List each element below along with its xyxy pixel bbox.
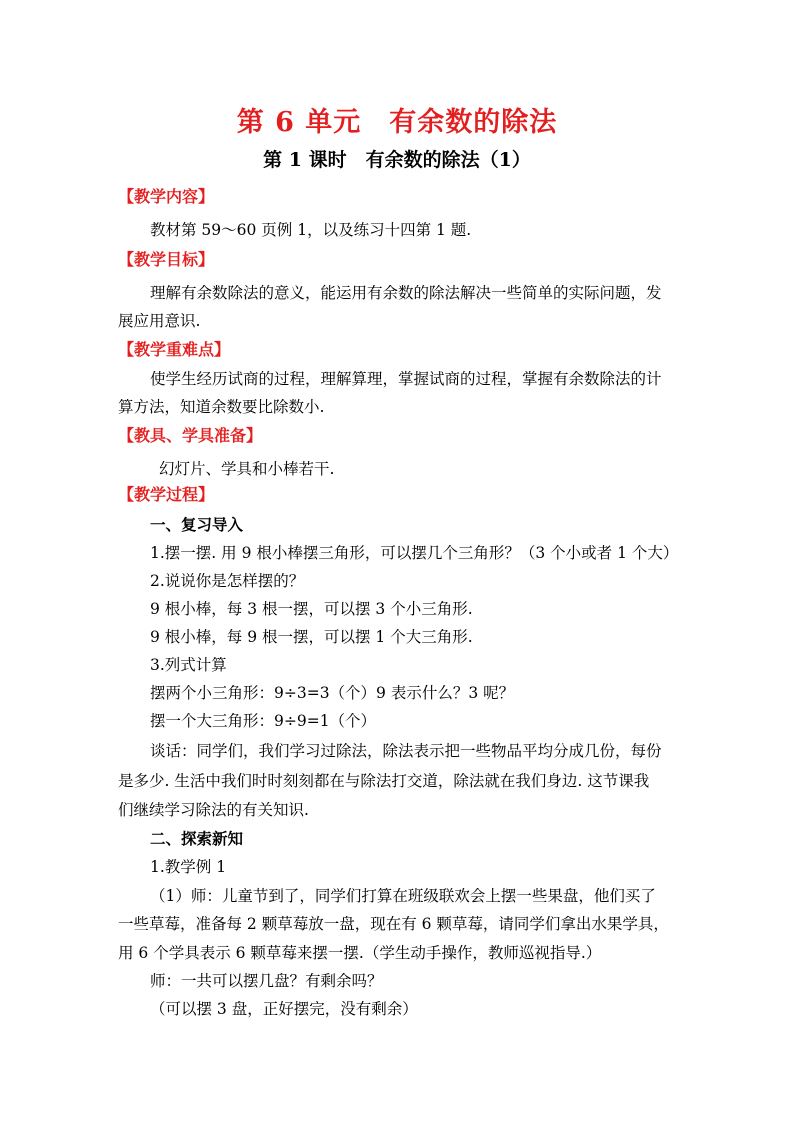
talk-line-2: 是多少. 生活中我们时时刻刻都在与除法打交道，除法就在我们身边. 这节课我 [118,772,650,790]
explore-e5: 师：一共可以摆几盘？有剩余吗？ [150,972,383,990]
process-p5: 3.列式计算 [150,656,227,674]
keypoints-line-1: 使学生经历试商的过程，理解算理，掌握试商的过程，掌握有余数除法的计 [150,370,662,388]
part-1-title: 一、复习导入 [150,515,244,534]
content-text: 教材第 59～60 页例 1，以及练习十四第 1 题. [150,221,472,239]
part-2-title: 二、探索新知 [150,829,244,848]
tools-text: 幻灯片、学具和小棒若干. [159,460,335,478]
process-p4: 9 根小棒，每 9 根一摆，可以摆 1 个大三角形. [150,628,473,646]
process-p7: 摆一个大三角形：9÷9=1（个） [150,712,377,730]
process-p2: 2.说说你是怎样摆的？ [150,572,305,590]
explore-e3: 一些草莓，准备每 2 颗草莓放一盘，现在有 6 颗草莓，请同学们拿出水果学具， [118,915,669,933]
explore-e4: 用 6 个学具表示 6 颗草莓来摆一摆.（学生动手操作，教师巡视指导.） [118,944,602,962]
explore-e2: （1）师：儿童节到了，同学们打算在班级联欢会上摆一些果盘，他们买了 [150,887,656,905]
explore-e6: （可以摆 3 盘，正好摆完，没有剩余） [150,1000,418,1018]
lesson-subtitle: 第 1 课时 有余数的除法（1） [263,149,531,171]
keypoints-line-2: 算方法，知道余数要比除数小. [118,398,325,416]
process-p6: 摆两个小三角形：9÷3=3（个）9 表示什么？3 呢？ [150,684,515,702]
heading-teaching-goals: 【教学目标】 [118,250,215,269]
process-p3: 9 根小棒，每 3 根一摆，可以摆 3 个小三角形. [150,600,473,618]
process-p1: 1.摆一摆. 用 9 根小棒摆三角形，可以摆几个三角形？（3 个小或者 1 个大） [150,544,679,562]
page-title: 第 6 单元 有余数的除法 [236,107,558,138]
talk-line-3: 们继续学习除法的有关知识. [118,801,309,819]
heading-teaching-content: 【教学内容】 [118,187,215,206]
heading-teaching-process: 【教学过程】 [118,485,215,504]
explore-e1: 1.教学例 1 [150,858,227,876]
goals-line-2: 展应用意识. [118,312,201,330]
talk-line-1: 谈话：同学们，我们学习过除法，除法表示把一些物品平均分成几份，每份 [150,742,662,760]
heading-tools: 【教具、学具准备】 [118,426,263,445]
goals-line-1: 理解有余数除法的意义，能运用有余数的除法解决一些简单的实际问题，发 [150,284,662,302]
heading-key-points: 【教学重难点】 [118,340,231,359]
